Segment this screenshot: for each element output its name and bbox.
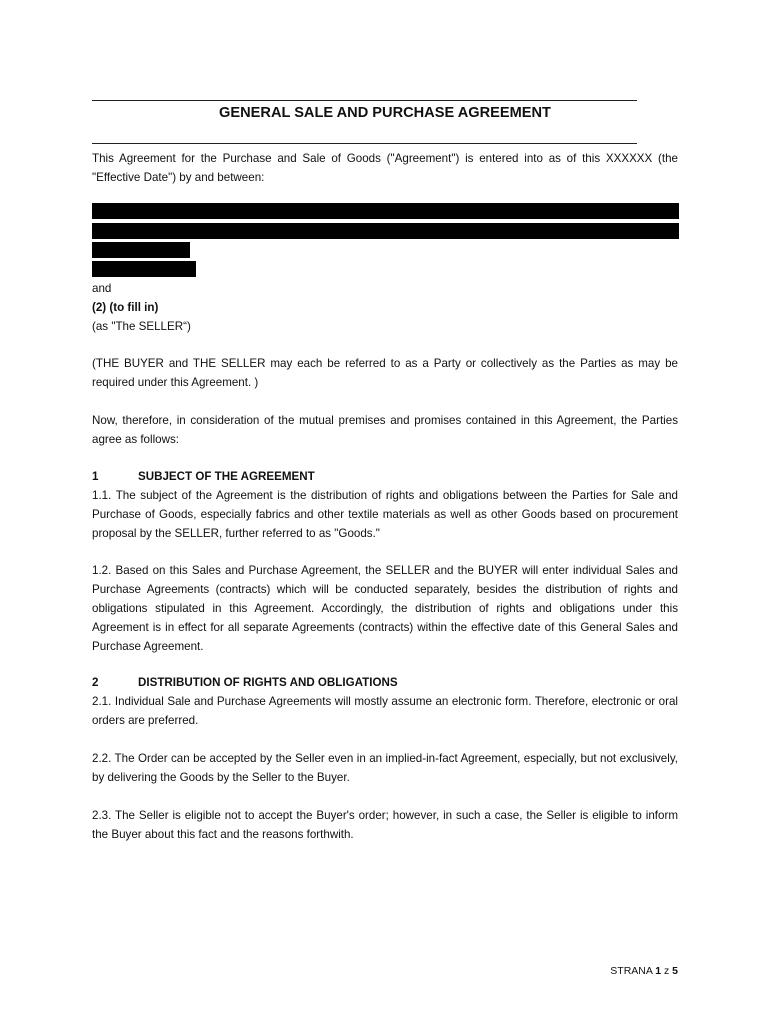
section-1-heading <box>92 467 315 486</box>
redaction-bar-3 <box>92 242 190 258</box>
redaction-bar-4 <box>92 261 196 277</box>
section-1-number: 1 <box>92 470 99 483</box>
seller-label: (as "The SELLER“) <box>92 320 191 333</box>
parties-note-paragraph: (THE BUYER and THE SELLER may each be referred to as a Party or collectively as the Parties as may be required under this Agreement. ) <box>92 357 678 389</box>
title-bottom-rule <box>92 143 637 144</box>
section-2-title: DISTRIBUTION OF RIGHTS AND OBLIGATIONS <box>138 676 398 689</box>
clause-2-2: 2.2. The Order can be accepted by the Seller even in an implied-in-fact Agreement, especially, but not exclusively, by delivering the Goods by the Seller to the Buyer. <box>92 752 678 784</box>
page-total: 5 <box>672 965 678 977</box>
clause-2-3: 2.3. The Seller is eligible not to accept the Buyer's order; however, in such a case, the Seller is eligible to inform the Buyer about this fact and the reasons forthwith. <box>92 809 678 841</box>
clause-1-1: 1.1. The subject of the Agreement is the distribution of rights and obligations between the Parties for Sale and Purchase of Goods, especially fabrics and other textile materials as well as other Goods based on procurement proposal by the SELLER, further referred to as "Goods." <box>92 489 678 540</box>
page-label: STRANA <box>610 965 653 977</box>
page-current: 1 <box>655 965 662 977</box>
document-title: GENERAL SALE AND PURCHASE AGREEMENT <box>219 105 551 121</box>
page-number-footer <box>610 965 678 977</box>
redaction-bar-2 <box>92 223 679 239</box>
section-1-title: SUBJECT OF THE AGREEMENT <box>138 470 315 483</box>
clause-1-2: 1.2. Based on this Sales and Purchase Agreement, the SELLER and the BUYER will enter individual Sales and Purchase Agreements (contracts) which will be conducted separately, besides the distribution of rights and obligations stipulated in this Agreement. Accordingly, the distribution of rights and obligations under this Agreement is in effect for all separate Agreements (contracts) within the effective date of this General Sales and Purchase Agreement. <box>92 564 678 653</box>
top-rule <box>92 100 637 101</box>
redaction-bar-1 <box>92 203 679 219</box>
and-text: and <box>92 282 112 295</box>
section-2-heading <box>92 673 398 692</box>
page-separator: z <box>663 965 670 977</box>
clause-2-1: 2.1. Individual Sale and Purchase Agreements will mostly assume an electronic form. Therefore, electronic or oral orders are preferred. <box>92 695 678 727</box>
recital-paragraph: Now, therefore, in consideration of the mutual premises and promises contained in this Agreement, the Parties agree as follows: <box>92 414 678 446</box>
intro-paragraph: This Agreement for the Purchase and Sale of Goods ("Agreement") is entered into as of this XXXXXX (the "Effective Date") by and between: <box>92 152 678 184</box>
section-2-number: 2 <box>92 676 99 689</box>
party-2-label: (2) (to fill in) <box>92 301 159 314</box>
